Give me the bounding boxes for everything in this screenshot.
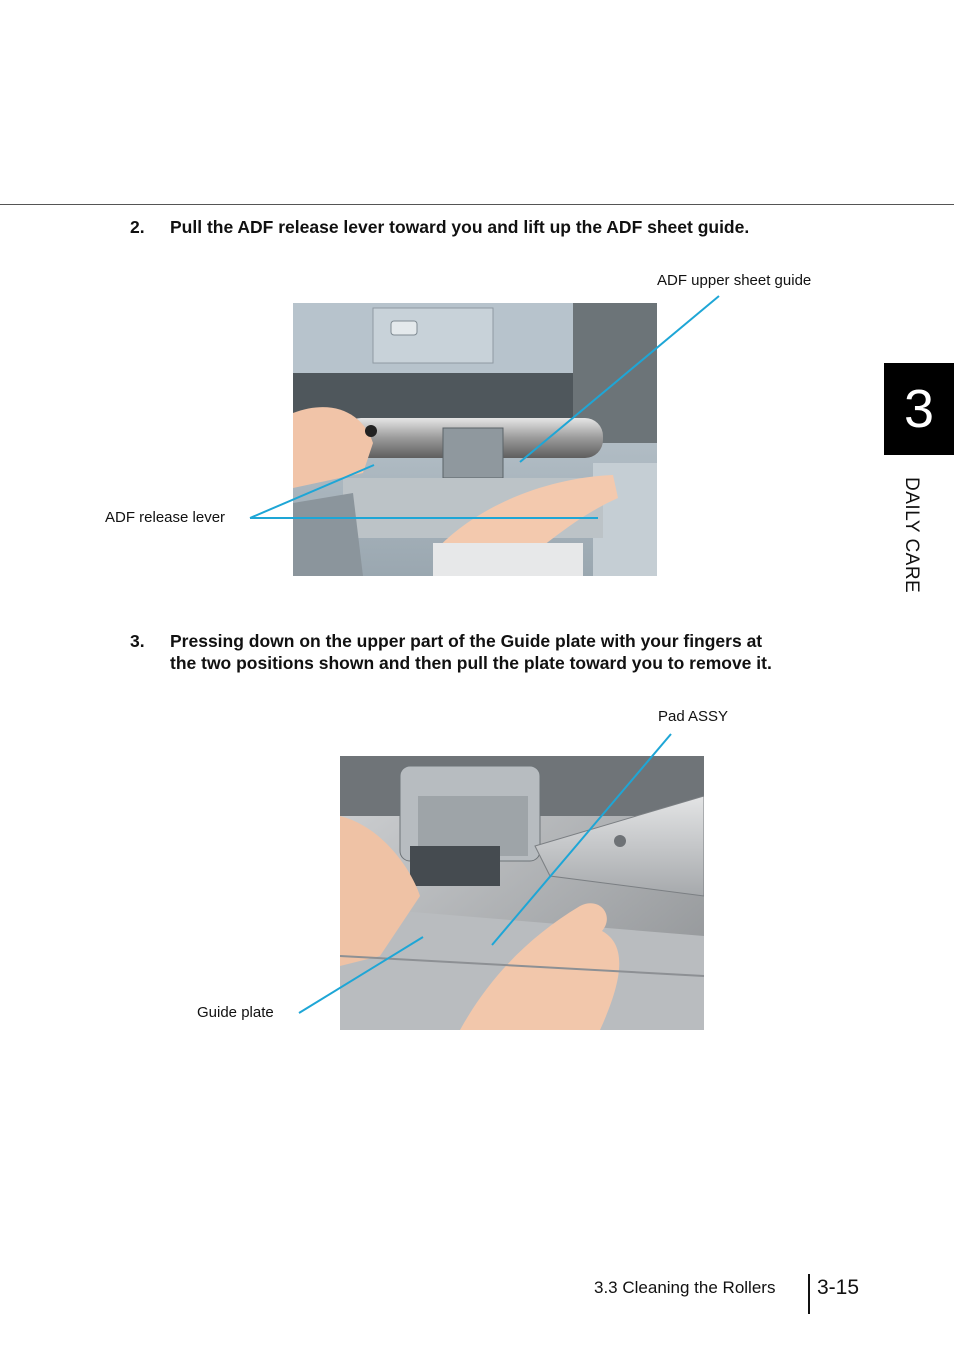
photo-guide-plate — [340, 756, 704, 1030]
photo-adf-release — [293, 303, 657, 576]
step-2-number: 2. — [130, 217, 145, 237]
step-3-text-line-2: the two positions shown and then pull the plate toward you to remove it. — [170, 653, 772, 673]
callout-guide-plate: Guide plate — [197, 1004, 274, 1021]
callout-adf-release-lever: ADF release lever — [105, 509, 226, 526]
step-3-text-line-1: Pressing down on the upper part of the Guide plate with your fingers at — [170, 631, 763, 651]
footer-page-number: 3-15 — [817, 1276, 860, 1299]
step-2-text: Pull the ADF release lever toward you and lift up the ADF sheet guide. — [170, 217, 750, 237]
callout-adf-upper-sheet-guide: ADF upper sheet guide — [657, 272, 812, 289]
chapter-tab: 3 — [884, 363, 954, 455]
chapter-title: DAILY CARE — [901, 477, 922, 594]
callout-pad-assy: Pad ASSY — [658, 708, 729, 725]
footer-section-title: 3.3 Cleaning the Rollers — [594, 1278, 776, 1297]
footer-divider — [808, 1274, 810, 1314]
step-3-number: 3. — [130, 631, 145, 651]
header-rule — [0, 204, 954, 205]
